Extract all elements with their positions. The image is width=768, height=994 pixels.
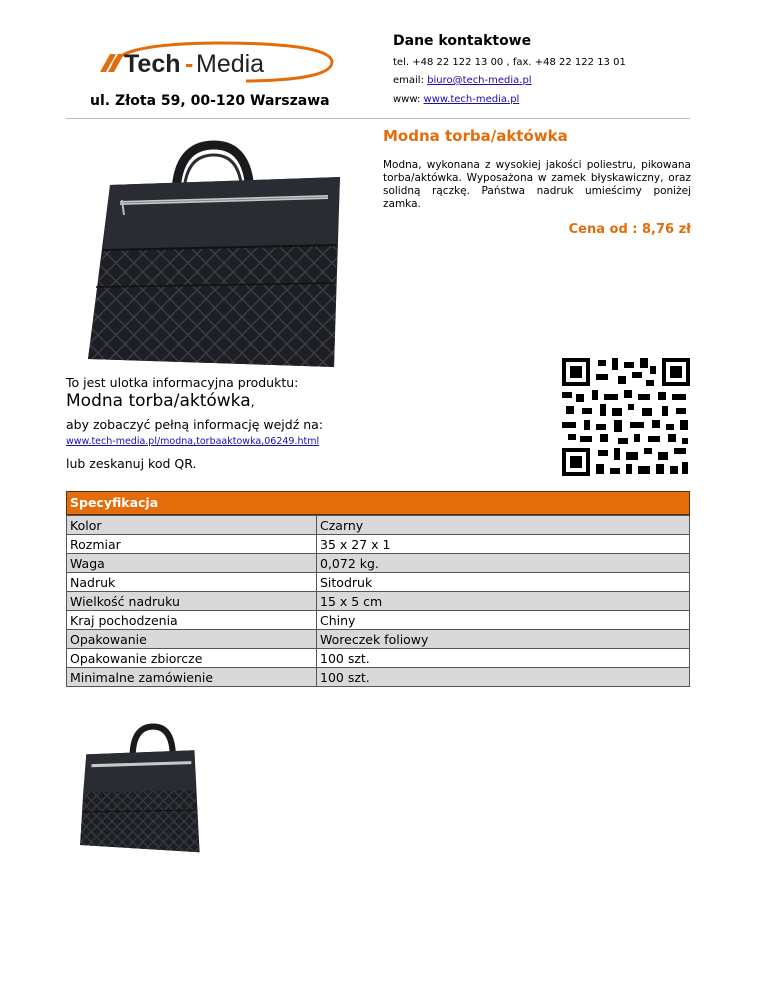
email-link[interactable]: biuro@tech-media.pl — [427, 75, 532, 86]
table-row — [67, 649, 690, 668]
spec-key: Nadruk — [67, 573, 317, 592]
table-row — [67, 668, 690, 687]
spec-value: 0,072 kg. — [317, 554, 690, 573]
table-row — [67, 592, 690, 611]
product-title: Modna torba/aktówka — [383, 127, 568, 145]
spec-key: Kolor — [67, 516, 317, 535]
info-name-text: Modna torba/aktówka — [66, 391, 251, 411]
product-price: Cena od : 8,76 zł — [568, 222, 691, 237]
spec-key: Opakowanie zbiorcze — [67, 649, 317, 668]
table-row — [67, 554, 690, 573]
email-label: email: — [393, 75, 428, 86]
contact-email — [393, 75, 532, 86]
spec-value: 100 szt. — [317, 649, 690, 668]
spec-value: 35 x 27 x 1 — [317, 535, 690, 554]
product-link[interactable]: www.tech-media.pl/modna,torbaaktowka,06249.html — [66, 436, 320, 447]
spec-value: Czarny — [317, 516, 690, 535]
table-row — [67, 611, 690, 630]
info-intro: To jest ulotka informacyjna produktu: — [66, 375, 299, 390]
spec-value: Woreczek foliowy — [317, 630, 690, 649]
qr-code[interactable] — [562, 358, 690, 476]
logo-dash: - — [185, 50, 194, 78]
logo-prefix: Tech — [124, 50, 181, 78]
spec-title: Specyfikacja — [66, 491, 690, 515]
spec-value: 100 szt. — [317, 668, 690, 687]
logo-suffix: Media — [196, 50, 265, 78]
table-row — [67, 516, 690, 535]
table-row — [67, 573, 690, 592]
spec-key: Wielkość nadruku — [67, 592, 317, 611]
spec-rows — [66, 515, 690, 687]
product-image — [80, 137, 348, 377]
spec-key: Opakowanie — [67, 630, 317, 649]
contact-www — [393, 94, 519, 105]
info-link-wrap — [66, 436, 319, 447]
contact-phone: tel. +48 22 122 13 00 , fax. +48 22 122 13 01 — [393, 57, 626, 68]
spec-key: Minimalne zamówienie — [67, 668, 317, 687]
table-row — [67, 535, 690, 554]
tech-media-logo — [96, 40, 336, 84]
spec-table — [66, 491, 690, 687]
product-description: Modna, wykonana z wysokiej jakości poliestru, pikowana torba/aktówka. Wyposażona w zamek błyskawiczny, oraz solidną rączkę. Państwa nadruk umieścimy poniżej zamka. — [383, 159, 691, 210]
table-row — [67, 630, 690, 649]
info-visit: aby zobaczyć pełną informację wejdź na: — [66, 417, 324, 432]
spec-key: Rozmiar — [67, 535, 317, 554]
info-name-suffix: , — [250, 394, 255, 409]
info-scan: lub zeskanuj kod QR. — [66, 456, 197, 471]
header-divider — [66, 118, 690, 119]
contact-title: Dane kontaktowe — [393, 33, 532, 49]
product-thumbnail — [76, 723, 214, 863]
www-link[interactable]: www.tech-media.pl — [423, 94, 520, 105]
spec-value: 15 x 5 cm — [317, 592, 690, 611]
spec-value: Sitodruk — [317, 573, 690, 592]
info-product-name — [66, 391, 255, 411]
spec-key: Kraj pochodzenia — [67, 611, 317, 630]
spec-value: Chiny — [317, 611, 690, 630]
spec-key: Waga — [67, 554, 317, 573]
www-label: www: — [393, 94, 424, 105]
company-address: ul. Złota 59, 00-120 Warszawa — [90, 93, 330, 109]
